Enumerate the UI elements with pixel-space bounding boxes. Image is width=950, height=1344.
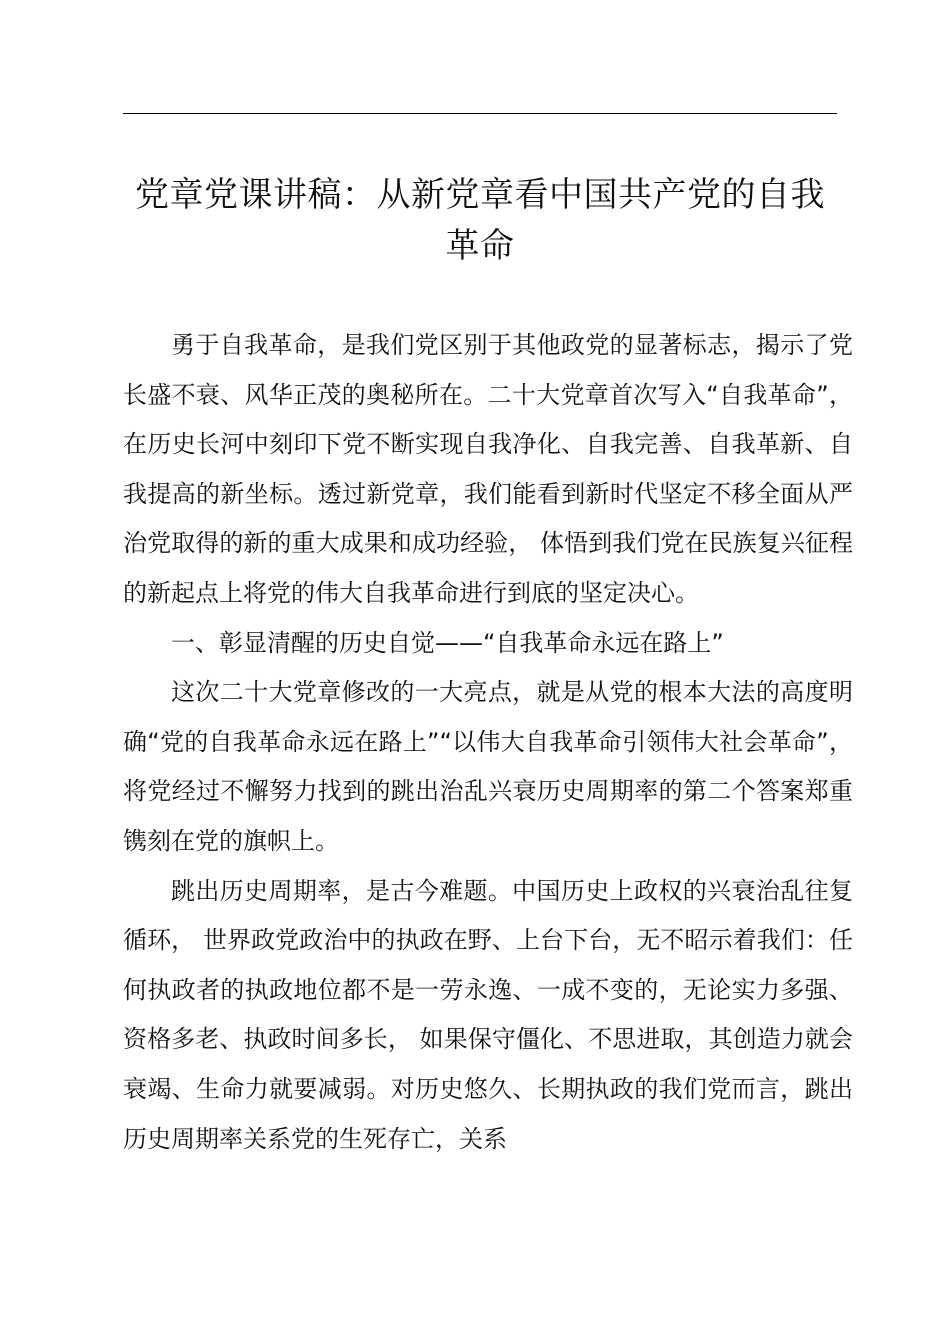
paragraph-section1-b: 跳出历史周期率，是古今难题。中国历史上政权的兴衰治乱往复循环， 世界政党政治中的执政在野、上台下台，无不昭示着我们：任何执政者的执政地位都不是一劳永逸、一成不变的，无论实力多强、资格多老、执政时间多长， 如果保守僵化、不思进取，其创造力就会衰竭、生命力就要减弱。对历史悠久、长期执政的我们党而言，跳出历史周期率关系党的生死存亡，关系 [123,876,853,1153]
document-title [110,170,850,272]
title-line-2: 革命 [445,226,515,266]
header-rule [123,113,837,114]
paragraph-section1-a: 这次二十大党章修改的一大亮点，就是从党的根本大法的高度明确“党的自我革命永远在路上”“以伟大自我革命引领伟大社会革命”，将党经过不懈努力找到的跳出治乱兴衰历史周期率的第二个答案郑重镌刻在党的旗帜上。 [123,678,853,855]
paragraph-intro: 勇于自我革命，是我们党区别于其他政党的显著标志，揭示了党长盛不衰、风华正茂的奥秘所在。二十大党章首次写入“自我革命”，在历史长河中刻印下党不断实现自我净化、自我完善、自我革新、自我提高的新坐标。透过新党章，我们能看到新时代坚定不移全面从严治党取得的新的重大成果和成功经验， 体悟到我们党在民族复兴征程的新起点上将党的伟大自我革命进行到底的坚定决心。 [123,331,853,607]
section-heading-1: 一、彰显清醒的历史自觉——“自我革命永远在路上” [171,628,724,657]
title-line-1: 党章党课讲稿：从新党章看中国共产党的自我 [135,175,825,215]
document-body [123,321,853,1164]
